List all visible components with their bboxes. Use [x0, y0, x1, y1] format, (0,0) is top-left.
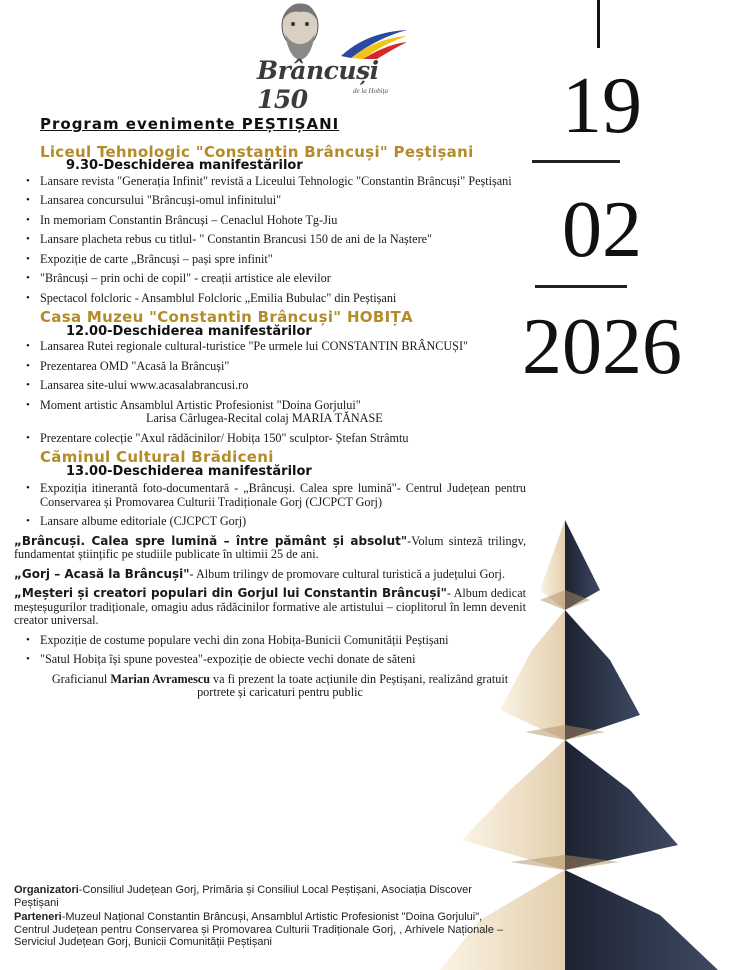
- album-title-1: „Brâncuși. Calea spre lumină – între pământ și absolut": [14, 533, 408, 548]
- list-item: • Prezentare colecție "Axul rădăcinilor/ Hobița 150" sculptor- Ștefan Strâmtu: [26, 432, 526, 446]
- logo-text: Brâncuși 150: [257, 56, 379, 114]
- graficianul-name: Marian Avramescu: [110, 671, 210, 686]
- footer-credits: [14, 884, 514, 951]
- list-item: • "Satul Hobița își spune povestea"-expoziție de obiecte vechi donate de săteni: [26, 653, 526, 667]
- date-divider-1: [532, 160, 620, 163]
- date-month: 02: [562, 186, 642, 274]
- list-item: • Expoziție de costume populare vechi din zona Hobița-Bunicii Comunității Peștișani: [26, 634, 526, 648]
- list-item: • Lansarea concursului "Brâncuși-omul infinitului": [26, 194, 526, 208]
- list-item: • Prezentarea OMD "Acasă la Brâncuși": [26, 360, 526, 374]
- venue-3-list: [26, 482, 526, 529]
- list-item: • "Brâncuși – prin ochi de copil" - creații artistice ale elevilor: [26, 272, 526, 286]
- list-item: • Moment artistic Ansamblul Artistic Profesionist "Doina Gorjului": [26, 399, 526, 413]
- list-item: • Spectacol folcloric - Ansamblul Folcloric „Emilia Bubulac" din Peștișani: [26, 292, 526, 306]
- organizers: Organizatori-Consiliul Județean Gorj, Primăria și Consiliul Local Peștișani, Asociația Discover Peștișani: [14, 884, 472, 909]
- partners: Parteneri-Muzeul Național Constantin Brâncuși, Ansamblul Artistic Profesionist "Doina Gorjului", Centrul Județean pentru Conservarea și Promovarea Culturii Tradiționale Gorj, , Arhivele Naționale – Serviciul Județean Gorj, Bunicii Comunității Peștișani: [14, 911, 504, 948]
- venue-time-1: 9.30-Deschiderea manifestărilor: [66, 158, 303, 173]
- list-item: • Lansarea site-ului www.acasalabrancusi.ro: [26, 379, 526, 393]
- list-item: • In memoriam Constantin Brâncuși – Cenaclul Hohote Tg-Jiu: [26, 214, 526, 228]
- venue-2-list: [26, 340, 526, 445]
- venue-time-2: 12.00-Deschiderea manifestărilor: [66, 323, 312, 339]
- album-description-2: „Gorj – Acasă la Brâncuși"- Album trilingv de promovare cultural turistică a județului Gorj.: [14, 566, 505, 581]
- graficianul-note: Graficianul Marian Avramescu va fi prezent la toate acțiunile din Peștișani, realizând gratuit portrete și caricaturi pentru public: [51, 671, 509, 699]
- venue-title-2: Casa Muzeu "Constantin Brâncuși" HOBIȚA: [40, 308, 413, 326]
- list-item: • Lansarea Rutei regionale cultural-turistice "Pe urmele lui CONSTANTIN BRÂNCUȘI": [26, 340, 526, 354]
- program-content: [14, 115, 526, 714]
- list-item-continuation: Larisa Cârlugea-Recital colaj MARIA TĂNASE: [146, 411, 383, 425]
- venue-time-3: 13.00-Deschiderea manifestărilor: [66, 463, 312, 479]
- album-title-2: „Gorj – Acasă la Brâncuși": [14, 566, 190, 581]
- date-year: 2026: [522, 303, 682, 391]
- logo-subtitle: de la Hobița: [353, 87, 388, 95]
- date-divider-2: [535, 285, 627, 288]
- date-day: 19: [562, 62, 642, 150]
- list-item: • Lansare placheta rebus cu titlul- " Constantin Brancusi 150 de ani de la Naștere": [26, 233, 526, 247]
- list-item: • Lansare albume editoriale (CJCPCT Gorj): [26, 515, 526, 529]
- brancusi-150-logo: [255, 0, 415, 114]
- venue-title-1: Liceul Tehnologic "Constantin Brâncuși" Peștișani: [40, 142, 474, 161]
- venue-1-list: [26, 175, 526, 306]
- list-item: • Expoziția itinerantă foto-documentară - „Brâncuși. Calea spre lumină"- Centrul Județean pentru Conservarea și Promovarea Culturii Tradiționale Gorj (CJCPCT Gorj): [26, 482, 526, 509]
- date-top-rule: [597, 0, 600, 48]
- album-title-3: „Meșteri și creatori populari din Gorjul lui Constantin Brâncuși": [14, 586, 447, 600]
- list-item: • Lansare revista "Generația Infinit" revistă a Liceului Tehnologic "Constantin Brâncuși" Peștișani: [26, 175, 526, 189]
- brancusi-portrait-icon: [269, 0, 331, 62]
- album-description-1: „Brâncuși. Calea spre lumină – între pământ și absolut"-Volum sinteză trilingv, fundamentat științific pe studiile publicate în ultimii 25 de ani.: [14, 533, 526, 561]
- program-title: Program evenimente PEȘTIȘANI: [40, 115, 340, 133]
- album-description-3: „Meșteri și creatori populari din Gorjul lui Constantin Brâncuși"- Album dedicat meșteșugurilor tradiționale, omagiu adus rădăcinilor formative ale artistului – cioplitorul în lemn devenit creator universal.: [14, 586, 526, 627]
- extra-list: [26, 634, 526, 667]
- venue-title-3: Căminul Cultural Brădiceni: [40, 448, 274, 466]
- list-item: • Expoziție de carte „Brâncuși – pași spre infinit": [26, 253, 526, 267]
